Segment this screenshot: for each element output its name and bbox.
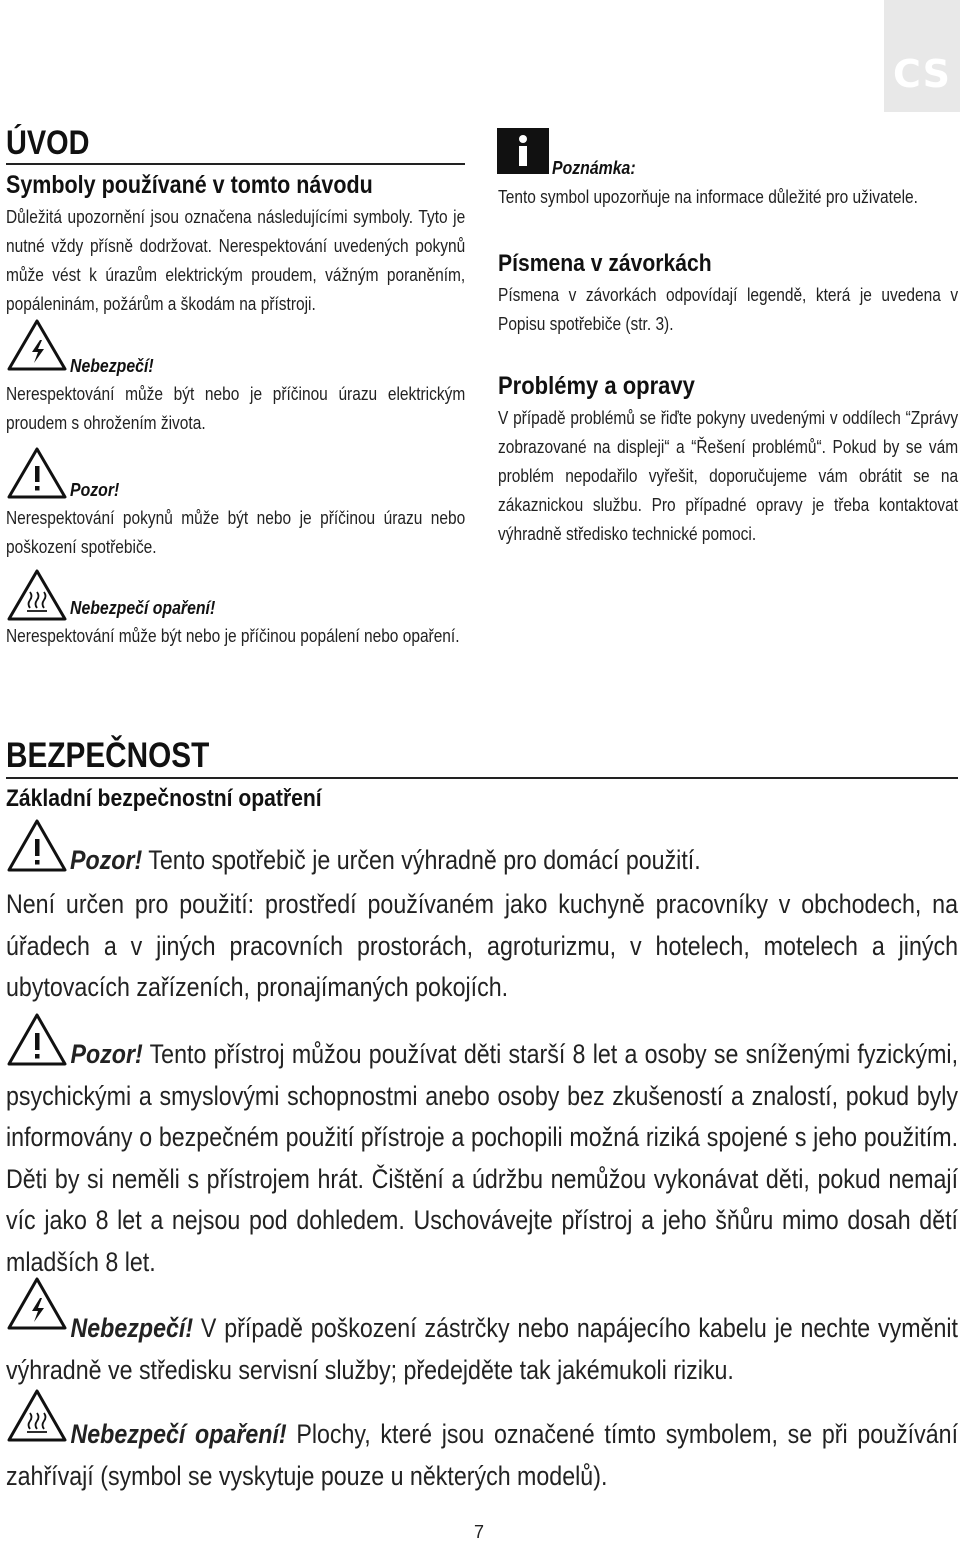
- safety-item-3-text: V případě poškození zástrčky nebo napájecího kabelu je nechte vyměnit výhradně ve středisku servisní služby; předejděte tak jakémukoli riziku.: [6, 1313, 959, 1385]
- safety-item-2-text: Tento přístroj můžou používat děti starší 8 let a osoby se sníženými fyzickými, psychickými a smyslovými schopnostmi anebo osoby bez zkušeností a znalostí, pokud byly informovány o bezpečném použití přístroje a pochopili možná riziká spojené s jeho použitím. Děti by si neměli s přístrojem hrát. Čištění a údržbu nemůžou vykonávat děti, pokud nemají víc jako 8 let a nejsou pod dohledem. Uschovávejte přístroj a jeho šňůru mimo dosah dětí mladších 8 let.: [6, 1039, 959, 1277]
- safety-item-1-label: Pozor!: [70, 845, 143, 875]
- note-text: Tento symbol upozorňuje na informace důležité pro uživatele.: [498, 187, 918, 207]
- problems-text: V případě problémů se řiďte pokyny uvedenými v oddílech “Zprávy zobrazované na displeji“ a “Řešení problémů“. Pokud by se vám problém nepodařilo vyřešit, doporučujeme vám obrátit se na zákaznickou službu. Pro případné opravy je třeba kontaktovat výhradně středisko technické pomoci.: [498, 408, 959, 544]
- safety-item-2-label: Pozor!: [70, 1039, 143, 1069]
- scald-text: Nerespektování může být nebo je příčinou popálení nebo opaření.: [6, 626, 460, 646]
- safety-item-3: [6, 1308, 958, 1391]
- warning-icon: [6, 818, 68, 874]
- letters-heading: Písmena v závorkách: [498, 250, 712, 277]
- safety-item-1-text: Tento spotřebič je určen výhradně pro domácí použití.: [142, 845, 701, 875]
- hot-surface-icon: [6, 568, 68, 622]
- note-label: Poznámka:: [552, 158, 636, 178]
- safety-item-2: [6, 1034, 958, 1283]
- safety-item-4: [6, 1414, 958, 1497]
- caution-label: Pozor!: [70, 480, 120, 500]
- safety-item-4-text: Plochy, které jsou označené tímto symbolem, se při používání zahřívají (symbol se vyskytuje pouze u některých modelů).: [6, 1419, 959, 1491]
- basic-safety-heading: Základní bezpečnostní opatření: [6, 785, 322, 812]
- caution-text: Nerespektování pokynů může být nebo je příčinou úrazu nebo poškození spotřebiče.: [6, 508, 466, 557]
- section-title-uvod: ÚVOD: [6, 124, 90, 162]
- electric-danger-icon: [6, 318, 68, 372]
- warning-icon: [6, 446, 68, 500]
- problems-heading: Problémy a opravy: [498, 372, 695, 400]
- letters-text: Písmena v závorkách odpovídají legendě, která je uvedena v Popisu spotřebiče (str. 3).: [498, 285, 959, 334]
- scald-label: Nebezpečí opaření!: [70, 598, 216, 618]
- section-title-bezpecnost: BEZPEČNOST: [6, 736, 210, 775]
- symbols-paragraph: Důležitá upozornění jsou označena následujícími symboly. Tyto je nutné vždy přísně dodržovat. Nerespektování uvedených pokynů může vést k úrazům elektrickým proudem, vážným poraněním, popáleninám, požárům a škodám na přístroji.: [6, 207, 466, 314]
- safety-item-3-label: Nebezpečí!: [70, 1313, 194, 1343]
- info-icon: [497, 128, 549, 174]
- section-divider: [6, 163, 465, 165]
- danger-text: Nerespektování může být nebo je příčinou úrazu elektrickým proudem s ohrožením života.: [6, 384, 466, 433]
- danger-label: Nebezpečí!: [70, 356, 154, 376]
- language-code: CS: [893, 52, 951, 96]
- language-tab: [884, 0, 960, 112]
- section-divider-wide: [6, 777, 958, 779]
- safety-item-1: [70, 840, 956, 882]
- safety-item-1-more: Není určen pro použití: prostředí používaném jako kuchyně pracovníky v obchodech, na úřadech a v jiných pracovních prostorách, agroturizmu, v hotelech, motelech a jiných ubytovacích zařízeních, pronajímaných pokojích.: [6, 889, 959, 1002]
- safety-item-4-label: Nebezpečí opaření!: [70, 1419, 287, 1449]
- symbols-heading: Symboly používané v tomto návodu: [6, 171, 373, 199]
- page-number: 7: [474, 1522, 485, 1542]
